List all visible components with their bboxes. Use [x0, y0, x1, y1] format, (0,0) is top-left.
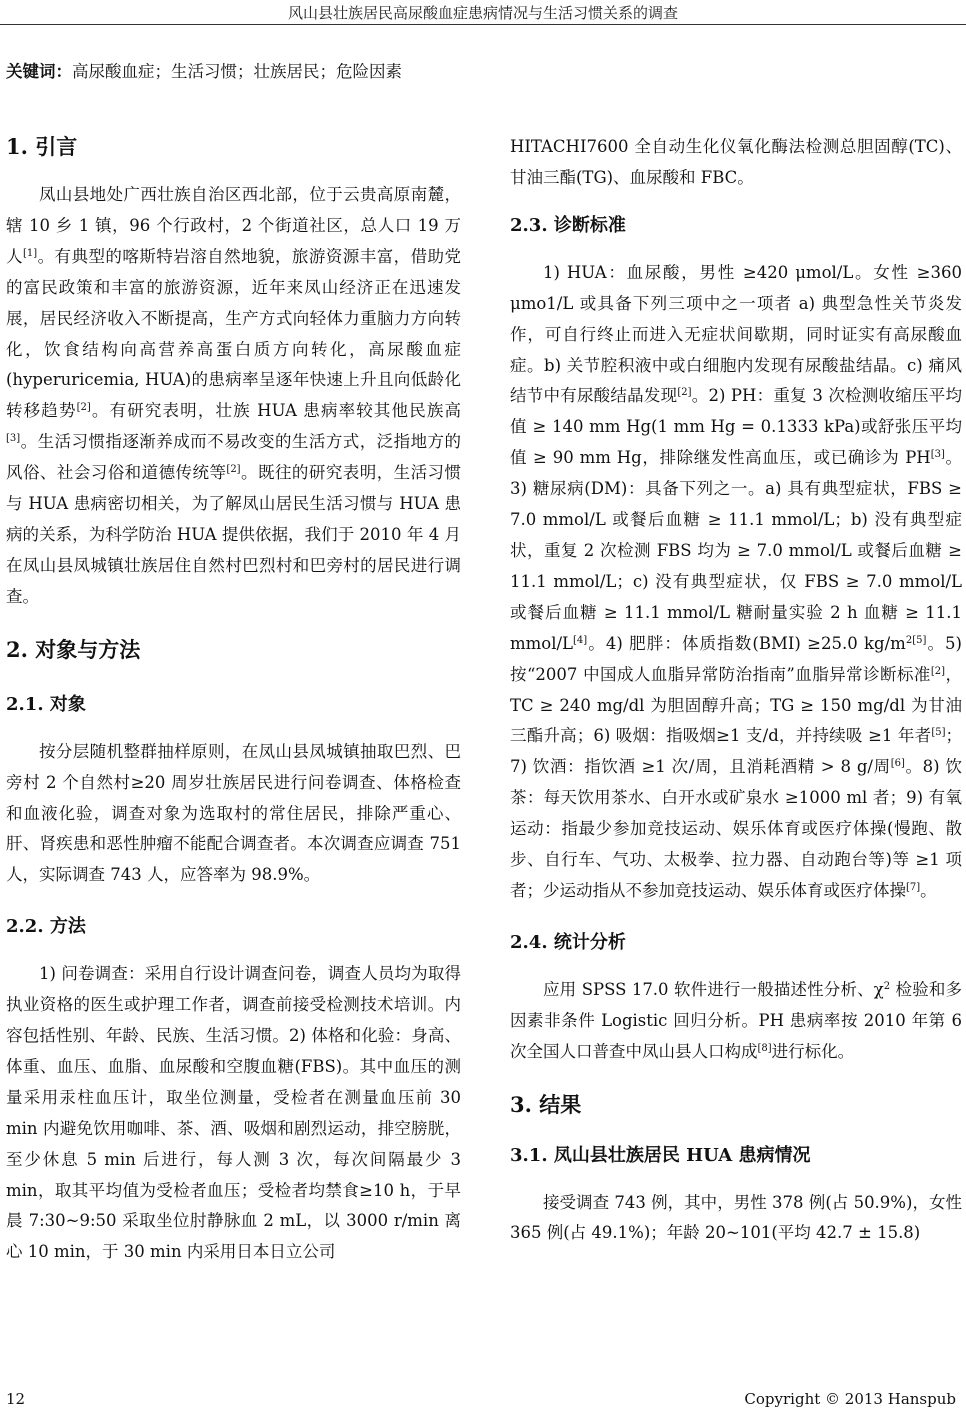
section-heading-intro: 1. 引言 [6, 134, 78, 159]
citation: [2] [226, 464, 241, 476]
statistics-paragraph: 应用 SPSS 17.0 软件进行一般描述性分析、$\chi^2$ 检验和多因素非条件 Logistic 回归分析。PH 患病率按 2010 年第 6 次全国人口普查中凤山县人口构成[8]进行标化。 [510, 979, 962, 1061]
citation: [3] [930, 449, 945, 461]
citation: [5] [931, 727, 946, 739]
header-divider [0, 24, 966, 25]
subsection-heading-criteria: 2.3. 诊断标准 [510, 214, 626, 236]
citation: [2] [930, 665, 946, 677]
subsection-heading-methods: 2.2. 方法 [6, 916, 86, 938]
citation: [8] [757, 1042, 772, 1054]
results-paragraph: 接受调查 743 例，其中，男性 378 例(占 50.9%)，女性 365 例(占 49.1%)；年龄 20~101(平均 42.7 ± 15.8) [510, 1192, 962, 1243]
citation: [7] [906, 881, 921, 893]
keywords-text: 高尿酸血症；生活习惯；壮族居民；危险因素 [72, 62, 402, 81]
section-heading-methods: 2. 对象与方法 [6, 636, 141, 662]
citation: [2] [76, 402, 91, 414]
citation: [1] [22, 247, 38, 259]
keywords-line [6, 58, 402, 82]
subsection-heading-statistics: 2.4. 统计分析 [510, 931, 626, 953]
citation: [3] [6, 433, 21, 445]
left-column [6, 128, 461, 1268]
page-number: 12 [6, 1390, 26, 1408]
subsection-heading-hua-prevalence: 3.1. 凤山县壮族居民 HUA 患病情况 [510, 1144, 811, 1166]
methods-paragraph-continued: HITACHI7600 全自动生化仪氧化酶法检测总胆固醇(TC)、甘油三酯(TG)、血尿酸和 FBC。 [510, 137, 962, 187]
subsection-heading-subjects: 2.1. 对象 [6, 693, 86, 715]
right-column [510, 132, 962, 1249]
citation: 2[5] [905, 634, 927, 646]
citation: [2] [677, 387, 692, 399]
methods-paragraph: 1) 问卷调查：采用自行设计调查问卷，调查人员均为取得执业资格的医生或护理工作者，调查前接受检测技术培训。内容包括性别、年龄、民族、生活习惯。2) 体格和化验：身高、体重、血压、血脂、血尿酸和空腹血糖(FBS)。其中血压的测量采用汞柱血压计，取坐位测量，受检者在测量血压前 30 min 内避免饮用咖啡、茶、酒、吸烟和剧烈运动，排空膀胱，至少休息 5 min 后进行，每人测 3 次，每次间隔最少 3 min，取其平均值为受检者血压；受检者均禁食≥10 h，于早晨 7:30~9:50 采取坐位肘静脉血 2 mL，以 3000 r/min 离心 10 min，于 30 min 内采用日本日立公司 [6, 964, 461, 1262]
running-header: 风山县壮族居民高尿酸血症患病情况与生活习惯关系的调查 [287, 4, 678, 22]
citation: [4] [573, 634, 588, 646]
citation: [6] [890, 758, 905, 770]
copyright-notice: Copyright © 2013 Hanspub [744, 1390, 956, 1408]
section-heading-results: 3. 结果 [510, 1091, 582, 1117]
criteria-paragraph: 1) HUA：血尿酸，男性 ≥420 μmol/L。女性 ≥360 μmo1/L 或具备下列三项中之一项者 a) 典型急性关节炎发作，可自行终止而进入无症状间歇期，同时证实有高尿酸血症。b) 关节腔积液中或白细胞内发现有尿酸盐结晶。c) 痛风结节中有尿酸结晶发现[2]。2) PH：重复 3 次检测收缩压平均值 ≥ 140 mm Hg(1 mm Hg = 0.1333 kPa)或舒张压平均值 ≥ 90 mm Hg，排除继发性高血压，或已确诊为 PH[3]。3) 糖尿病(DM)：具备下列之一。a) 具有典型症状，FBS ≥ 7.0 mmol/L 或餐后血糖 ≥ 11.1 mmol/L；b) 没有典型症状，重复 2 次检测 FBS 均为 ≥ 7.0 mmol/L 或餐后血糖 ≥ 11.1 mmol/L；c) 没有典型症状，仅 FBS ≥ 7.0 mmol/L 或餐后血糖 ≥ 11.1 mmol/L 糖耐量实验 2 h 血糖 ≥ 11.1 mmol/L[4]。4) 肥胖：体质指数(BMI) ≥25.0 $kg/m^{2[5]}$。5) 按“2007 中国成人血脂异常防治指南”血脂异常诊断标准[2]，TC ≥ 240 mg/dl 为胆固醇升高；TG ≥ 150 mg/dl 为甘油三酯升高；6) 吸烟：指吸烟≥1 支/d，并持续吸 ≥1 年者[5]；7) 饮酒：指饮酒 ≥1 次/周，且消耗酒精 > 8 g/周[6]。8) 饮茶：每天饮用茶水、白开水或矿泉水 ≥1000 ml 者；9) 有氧运动：指最少参加竞技运动、娱乐体育或医疗体操(慢跑、散步、自行车、气功、太极拳、拉力器、自动跑台等)等 ≥1 项者；少运动指从不参加竞技运动、娱乐体育或医疗体操[7]。 [510, 262, 963, 900]
keywords-label: 关键词： [6, 62, 72, 81]
subjects-paragraph: 按分层随机整群抽样原则，在凤山县凤城镇抽取巴烈、巴旁村 2 个自然村≥20 周岁壮族居民进行问卷调查、体格检查和血液化验，调查对象为选取村的常住居民，排除严重心、肝、肾疾患和恶性肿瘤不能配合调查者。本次调查应调查 751 人，实际调查 743 人，应答率为 98.9%。 [6, 741, 461, 885]
intro-paragraph: 凤山县地处广西壮族自治区西北部，位于云贵高原南麓，辖 10 乡 1 镇，96 个行政村，2 个街道社区，总人口 19 万人[1]。有典型的喀斯特岩溶自然地貌，旅游资源丰富，借助党的富民政策和丰富的旅游资源，近年来凤山经济正在迅速发展，居民经济收入不断提高，生产方式向轻体力重脑力方向转化，饮食结构向高营养高蛋白质方向转化，高尿酸血症(hyperuricemia, HUA)的患病率呈逐年快速上升且向低龄化转移趋势[2]。有研究表明，壮族 HUA 患病率较其他民族高[3]。生活习惯指逐渐养成而不易改变的生活方式，泛指地方的风俗、社会习俗和道德传统等[2]。既往的研究表明，生活习惯与 HUA 患病密切相关，为了解凤山居民生活习惯与 HUA 患病的关系，为科学防治 HUA 提供依据，我们于 2010 年 4 月在凤山县凤城镇壮族居住自然村巴烈村和巴旁村的居民进行调查。 [6, 185, 462, 606]
